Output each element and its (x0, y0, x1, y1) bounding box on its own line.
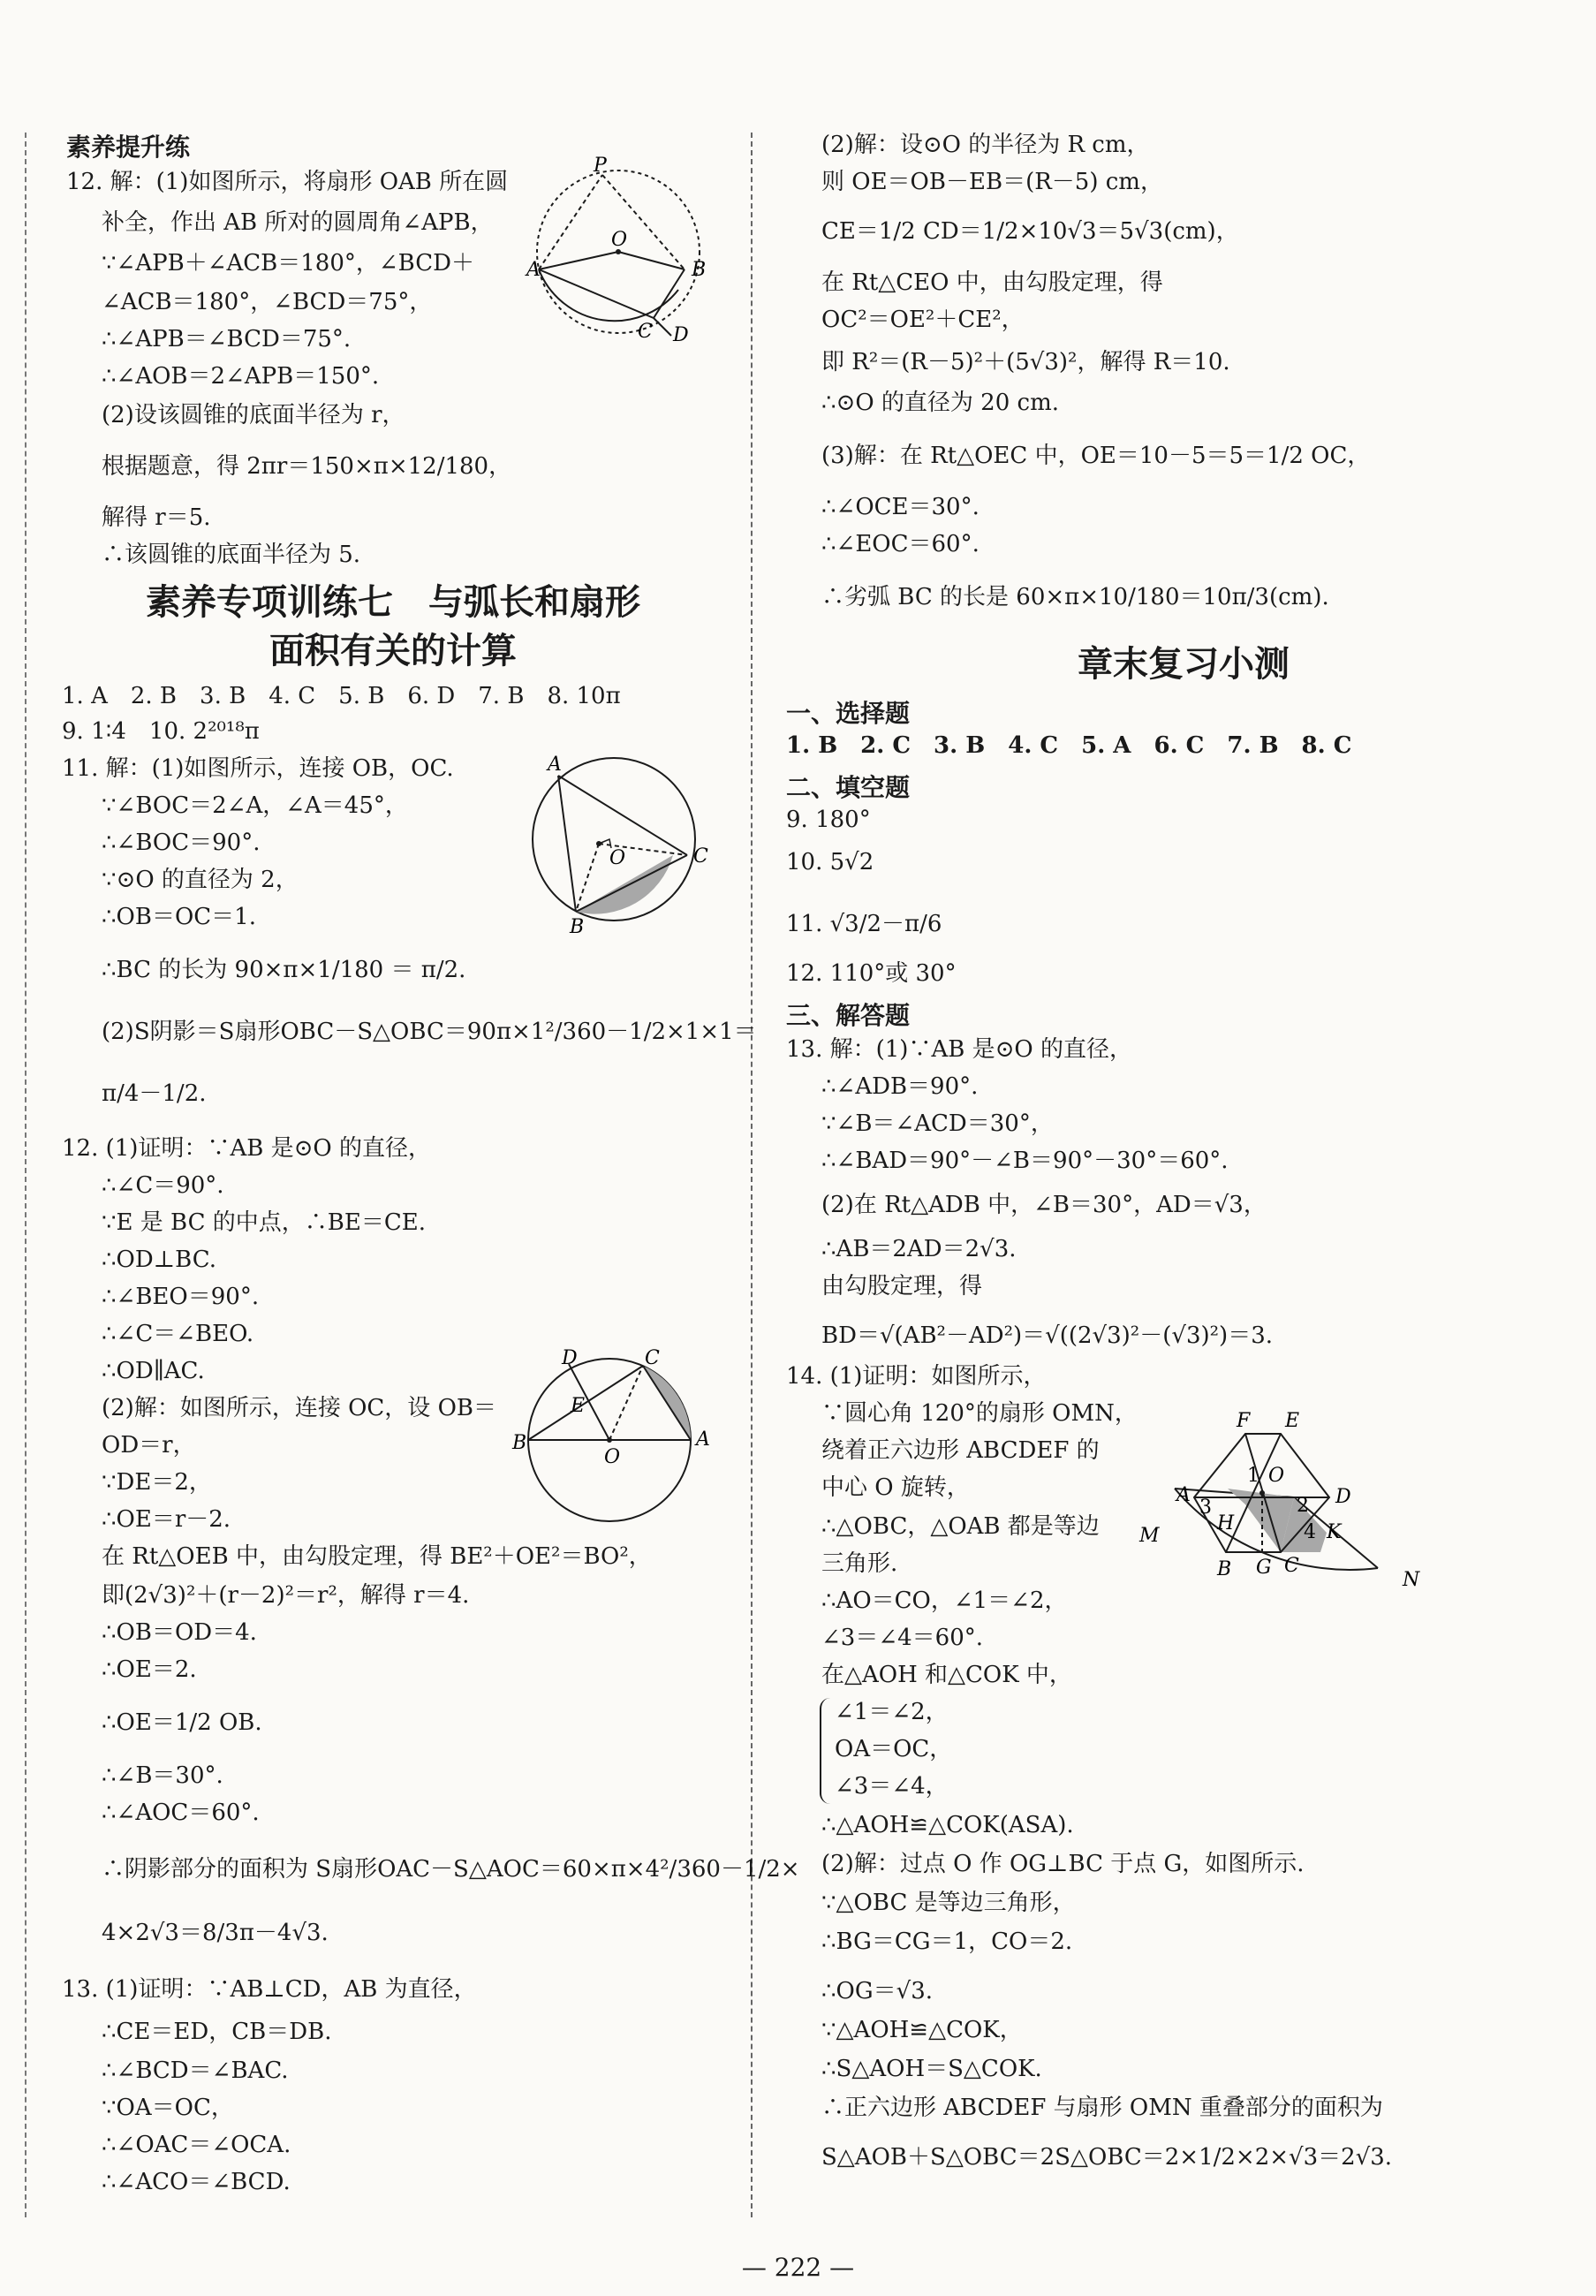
q12a-line: ∴∠APB＝∠BCD＝75°. (102, 326, 352, 352)
fig1-label: C (638, 321, 653, 343)
q14-line: ∴△AOH≌△COK(ASA). (821, 1812, 1074, 1838)
q12b-line: ∴∠C＝∠BEO. (102, 1321, 254, 1347)
fig4-label: C (1284, 1555, 1299, 1577)
q14-line: ∵圆心角 120°的扇形 OMN， (821, 1400, 1138, 1427)
q13-right-line: (2)在 Rt△ADB 中，∠B＝30°，AD＝√3， (821, 1192, 1267, 1218)
fig4-label: H (1217, 1512, 1235, 1534)
choice-answers: 1. B 2. C 3. B 4. C 5. A 6. C 7. B 8. C (786, 732, 1352, 759)
fig4-label: 3 (1199, 1497, 1212, 1519)
fig4-label: O (1268, 1465, 1285, 1487)
q11-line: 11. 解：(1)如图所示，连接 OB，OC. (62, 755, 454, 782)
q14-line: 绕着正六边形 ABCDEF 的 (821, 1437, 1100, 1464)
fig4-label: N (1403, 1569, 1420, 1591)
figure-sector-oab (526, 155, 733, 353)
q12a-line: (2)设该圆锥的底面半径为 r， (102, 402, 405, 428)
answer-line: 9. 1∶4 10. 2²⁰¹⁸π (62, 718, 260, 745)
q14-line: ∵△AOH≌△COK， (821, 2017, 1023, 2043)
fill-answer: 11. √3/2－π/6 (786, 911, 942, 937)
q13-left-line: ∵OA＝OC， (102, 2095, 234, 2121)
fig4-label: B (1217, 1558, 1232, 1580)
fig3-label: E (571, 1395, 586, 1417)
q12b-line: 即(2√3)²＋(r－2)²＝r²，解得 r＝4. (102, 1582, 470, 1609)
q14-line: ∴OG＝√3. (821, 1978, 934, 2004)
q12b-line: ∴阴影部分的面积为 S扇形OAC－S△AOC＝60×π×4²/360－1/2× (102, 1856, 800, 1883)
fig1-label: P (594, 155, 607, 177)
fig1-label: O (611, 229, 628, 251)
q13cont-line: ∴劣弧 BC 的长是 60×π×10/180＝10π/3(cm). (821, 584, 1329, 610)
fig3-label: A (696, 1428, 710, 1451)
q12b-line: ∴OE＝1/2 OB. (102, 1709, 262, 1736)
q11-line: ∵⊙O 的直径为 2， (102, 867, 299, 893)
q12b-line: ∴OE＝2. (102, 1656, 197, 1683)
fig4-label: 2 (1297, 1495, 1309, 1517)
q14-line: 中心 O 旋转， (821, 1474, 970, 1501)
q12b-line: ∴OD⊥BC. (102, 1247, 216, 1273)
q14-line: ∴S△AOH＝S△COK. (821, 2056, 1042, 2082)
section-title-line1: 素养专项训练七 与弧长和扇形 (146, 582, 640, 623)
q11-line: ∴BC 的长为 90×π×1/180 ＝ π/2. (102, 957, 466, 983)
q12b-line: ∴OE＝r－2. (102, 1506, 231, 1533)
q13cont-line: 在 Rt△CEO 中，由勾股定理，得 (821, 269, 1163, 296)
q13-right-line: BD＝√(AB²－AD²)＝√((2√3)²－(√3)²)＝3. (821, 1322, 1273, 1349)
fig3-label: O (604, 1446, 621, 1468)
section-title-line2: 面积有关的计算 (269, 631, 517, 671)
q12b-line: ∴OD∥AC. (102, 1358, 205, 1384)
q13-right-line: ∴∠BAD＝90°－∠B＝90°－30°＝60°. (821, 1148, 1229, 1174)
q14-line: 在△AOH 和△COK 中， (821, 1662, 1072, 1688)
q12b-line: (2)解：如图所示，连接 OC，设 OB＝ (102, 1395, 496, 1421)
q13cont-line: OC²＝OE²＋CE²， (821, 307, 1025, 333)
fig1-label: B (692, 259, 707, 281)
section-fill-heading: 二、填空题 (786, 773, 911, 802)
q13cont-line: ∴∠EOC＝60°. (821, 531, 980, 557)
fig4-label: G (1256, 1557, 1272, 1579)
q11-line: ∴OB＝OC＝1. (102, 904, 256, 930)
q12b-line: 4×2√3＝8/3π－4√3. (102, 1920, 329, 1946)
q12a-line: 根据题意，得 2πr＝150×π×12/180， (102, 453, 512, 480)
q11-line: ∴∠BOC＝90°. (102, 830, 261, 856)
figure-hexagon-sector (1139, 1400, 1440, 1599)
fig3-label: C (645, 1347, 660, 1369)
q13-right-line: ∵∠B＝∠ACD＝30°， (821, 1110, 1054, 1137)
fig4-label: E (1285, 1410, 1300, 1432)
fig4-label: D (1335, 1486, 1351, 1508)
q12a-line: 12. 解：(1)如图所示，将扇形 OAB 所在圆 (66, 169, 509, 195)
q13-right-line: 由勾股定理，得 (821, 1273, 983, 1300)
fill-answer: 12. 110°或 30° (786, 960, 957, 987)
q12a-line: 补全，作出 AB 所对的圆周角∠APB， (102, 209, 494, 236)
answer-line: 1. A 2. B 3. B 4. C 5. B 6. D 7. B 8. 10π (62, 683, 621, 709)
fig4-label: 4 (1304, 1521, 1316, 1543)
q13-right-line: 13. 解：(1)∵AB 是⊙O 的直径， (786, 1036, 1132, 1063)
q14-line: ∠3＝∠4＝60°. (821, 1625, 984, 1651)
q12b-line: ∴OB＝OD＝4. (102, 1619, 257, 1646)
fig2-label: O (609, 847, 626, 869)
q11-line: (2)S阴影＝S扇形OBC－S△OBC＝90π×1²/360－1/2×1×1＝ (102, 1019, 757, 1045)
fig4-label: F (1237, 1410, 1251, 1432)
section-solve-heading: 三、解答题 (786, 1001, 911, 1030)
q14-line: 三角形. (821, 1550, 898, 1577)
q12a-line: ∴∠AOB＝2∠APB＝150°. (102, 363, 380, 390)
q12b-line: 在 Rt△OEB 中，由勾股定理，得 BE²＋OE²＝BO²， (102, 1543, 652, 1570)
q13cont-line: 则 OE＝OB－EB＝(R－5) cm， (821, 169, 1163, 195)
q11-line: π/4－1/2. (102, 1080, 207, 1107)
q13cont-line: CE＝1/2 CD＝1/2×10√3＝5√3(cm)， (821, 218, 1239, 245)
q14-line: ∴正六边形 ABCDEF 与扇形 OMN 重叠部分的面积为 (821, 2095, 1383, 2121)
page-number: — 222 — (741, 2253, 855, 2282)
q12a-line: ∴该圆锥的底面半径为 5. (102, 542, 361, 568)
figure-circle-abc (521, 751, 724, 936)
brace (820, 1698, 832, 1804)
section-heading-suyang: 素养提升练 (66, 133, 191, 162)
fig4-label: K (1327, 1521, 1342, 1543)
section-choice-heading: 一、选择题 (786, 699, 911, 728)
left-margin-rule (25, 133, 26, 2217)
q12b-line: ∴∠AOC＝60°. (102, 1800, 260, 1826)
q13-left-line: ∴∠ACO＝∠BCD. (102, 2169, 291, 2195)
q14-line: ∴△OBC，△OAB 都是等边 (821, 1513, 1100, 1540)
q14-line: ∠1＝∠2， (835, 1699, 949, 1725)
fig3-label: B (512, 1432, 527, 1454)
q12a-line: 解得 r＝5. (102, 504, 211, 531)
q12a-line: ∵∠APB＋∠ACB＝180°，∠BCD＋ (102, 250, 475, 277)
fig2-label: A (548, 754, 562, 776)
q13-right-line: ∴AB＝2AD＝2√3. (821, 1236, 1017, 1262)
q13cont-line: ∴∠OCE＝30°. (821, 494, 980, 520)
q14-line: S△AOB＋S△OBC＝2S△OBC＝2×1/2×2×√3＝2√3. (821, 2144, 1393, 2171)
q14-line: ∴BG＝CG＝1，CO＝2. (821, 1928, 1073, 1955)
q14-line: 14. (1)证明：如图所示， (786, 1363, 1047, 1390)
fig4-label: 1 (1247, 1465, 1259, 1487)
fig2-label: B (570, 916, 585, 938)
fill-answer: 9. 180° (786, 807, 871, 833)
q13cont-line: ∴⊙O 的直径为 20 cm. (821, 390, 1060, 416)
q12b-line: ∴∠C＝90°. (102, 1172, 224, 1199)
q14-line: OA＝OC， (835, 1736, 953, 1762)
q14-line: ∴AO＝CO，∠1＝∠2， (821, 1587, 1068, 1614)
q13-left-line: ∴∠BCD＝∠BAC. (102, 2057, 289, 2084)
q12b-line: ∴∠B＝30°. (102, 1762, 223, 1789)
q13-left-line: ∴CE＝ED，CB＝DB. (102, 2019, 332, 2045)
q13cont-line: (2)解：设⊙O 的半径为 R cm， (821, 132, 1150, 158)
q13-right-line: ∴∠ADB＝90°. (821, 1073, 979, 1100)
q13-left-line: 13. (1)证明：∵AB⊥CD，AB 为直径， (62, 1976, 477, 2003)
fig1-label: D (673, 324, 689, 346)
figure-circle-dcbea (512, 1347, 715, 1528)
q12b-line: ∵DE＝2， (102, 1469, 212, 1496)
q14-line: (2)解：过点 O 作 OG⊥BC 于点 G，如图所示. (821, 1851, 1305, 1877)
q12b-line: 12. (1)证明：∵AB 是⊙O 的直径， (62, 1135, 431, 1162)
fig4-label: A (1176, 1484, 1191, 1506)
q13-left-line: ∴∠OAC＝∠OCA. (102, 2132, 291, 2158)
q14-line: ∠3＝∠4， (835, 1773, 949, 1800)
q11-line: ∵∠BOC＝2∠A，∠A＝45°， (102, 792, 408, 819)
q12a-line: ∠ACB＝180°，∠BCD＝75°， (102, 289, 433, 315)
fig1-label: A (526, 259, 541, 281)
fig3-label: D (562, 1347, 578, 1369)
q12b-line: ∵E 是 BC 的中点，∴BE＝CE. (102, 1209, 427, 1236)
q13cont-line: (3)解：在 Rt△OEC 中，OE＝10－5＝5＝1/2 OC， (821, 443, 1371, 469)
chapter-review-title: 章末复习小测 (1078, 644, 1290, 685)
q14-line: ∵△OBC 是等边三角形， (821, 1890, 1076, 1916)
fill-answer: 10. 5√2 (786, 849, 874, 875)
q13cont-line: 即 R²＝(R－5)²＋(5√3)²，解得 R＝10. (821, 349, 1230, 375)
column-divider (751, 133, 753, 2217)
q12b-line: ∴∠BEO＝90°. (102, 1284, 260, 1310)
q12b-line: OD＝r， (102, 1432, 196, 1459)
fig2-label: C (693, 845, 708, 868)
fig4-label: M (1139, 1525, 1160, 1547)
